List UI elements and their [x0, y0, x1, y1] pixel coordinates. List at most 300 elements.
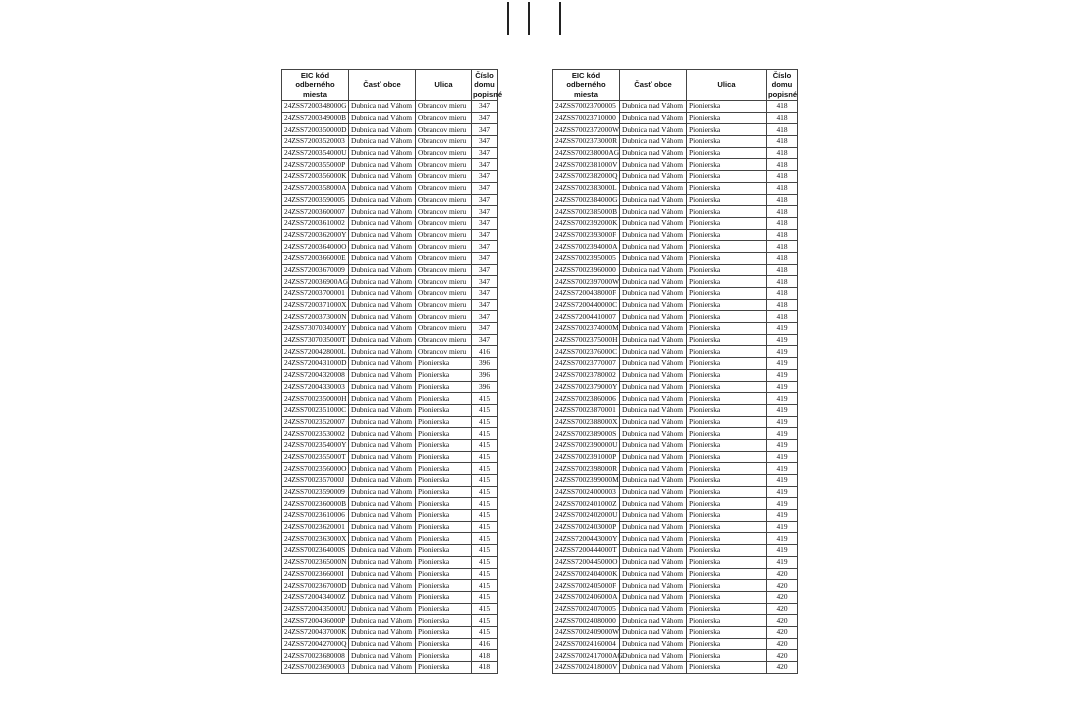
- ulica-cell: Pionierska: [416, 381, 472, 393]
- cast-obce-cell: Dubnica nad Váhom: [620, 428, 687, 440]
- table-row: [553, 662, 798, 674]
- ulica-cell: Pionierska: [687, 299, 767, 311]
- right-table-body: [553, 101, 798, 674]
- table-row: [282, 591, 498, 603]
- cast-obce-cell: Dubnica nad Váhom: [620, 498, 687, 510]
- ulica-cell: Pionierska: [687, 159, 767, 171]
- cast-obce-cell: Dubnica nad Váhom: [620, 650, 687, 662]
- ulica-cell: Pionierska: [687, 124, 767, 136]
- cislo-domu-cell: 418: [767, 311, 798, 323]
- table-row: [553, 498, 798, 510]
- ulica-cell: Pionierska: [687, 580, 767, 592]
- eic-code-cell: 24ZSS7002366000I: [282, 568, 349, 580]
- eic-code-cell: 24ZSS7002394000A: [553, 241, 620, 253]
- header-row: [282, 70, 498, 101]
- table-row: [282, 323, 498, 335]
- ulica-cell: Pionierska: [416, 626, 472, 638]
- cislo-domu-cell: 420: [767, 580, 798, 592]
- table-row: [553, 264, 798, 276]
- table-row: [553, 451, 798, 463]
- cast-obce-cell: Dubnica nad Váhom: [349, 556, 416, 568]
- cast-obce-cell: Dubnica nad Váhom: [349, 334, 416, 346]
- eic-code-cell: 24ZSS70023960000: [553, 264, 620, 276]
- table-row: [282, 638, 498, 650]
- table-row: [553, 171, 798, 183]
- cislo-domu-cell: 419: [767, 358, 798, 370]
- eic-code-cell: 24ZSS7002364000S: [282, 545, 349, 557]
- table-row: [553, 194, 798, 206]
- cast-obce-cell: Dubnica nad Váhom: [349, 101, 416, 113]
- cislo-domu-cell: 418: [767, 101, 798, 113]
- ulica-cell: Pionierska: [687, 475, 767, 487]
- cast-obce-cell: Dubnica nad Váhom: [349, 626, 416, 638]
- cislo-domu-cell: 419: [767, 556, 798, 568]
- cislo-domu-cell: 418: [767, 229, 798, 241]
- table-row: [282, 393, 498, 405]
- cislo-domu-cell: 418: [767, 299, 798, 311]
- cast-obce-cell: Dubnica nad Váhom: [620, 451, 687, 463]
- eic-code-cell: 24ZSS70023860006: [553, 393, 620, 405]
- ulica-cell: Obrancov mieru: [416, 264, 472, 276]
- cislo-domu-cell: 347: [472, 206, 498, 218]
- cast-obce-cell: Dubnica nad Váhom: [349, 486, 416, 498]
- table-row: [282, 650, 498, 662]
- table-row: [282, 334, 498, 346]
- table-row: [553, 416, 798, 428]
- table-row: [553, 276, 798, 288]
- cislo-domu-cell: 347: [472, 288, 498, 300]
- cislo-domu-cell: 419: [767, 463, 798, 475]
- eic-code-cell: 24ZSS7002350000H: [282, 393, 349, 405]
- table-row: [553, 241, 798, 253]
- cislo-domu-cell: 347: [472, 299, 498, 311]
- table-row: [553, 112, 798, 124]
- table-row: [553, 568, 798, 580]
- eic-code-cell: 24ZSS7002390000U: [553, 439, 620, 451]
- ulica-cell: Pionierska: [687, 334, 767, 346]
- table-row: [282, 124, 498, 136]
- ulica-cell: Pionierska: [687, 369, 767, 381]
- ulica-cell: Pionierska: [416, 533, 472, 545]
- ulica-cell: Pionierska: [416, 358, 472, 370]
- cast-obce-cell: Dubnica nad Váhom: [349, 638, 416, 650]
- ulica-cell: Obrancov mieru: [416, 124, 472, 136]
- table-row: [553, 545, 798, 557]
- cast-obce-cell: Dubnica nad Váhom: [349, 416, 416, 428]
- cast-obce-cell: Dubnica nad Váhom: [349, 182, 416, 194]
- table-row: [553, 439, 798, 451]
- eic-code-cell: 24ZSS7200444000T: [553, 545, 620, 557]
- ulica-cell: Pionierska: [687, 626, 767, 638]
- cast-obce-cell: Dubnica nad Váhom: [349, 428, 416, 440]
- ulica-cell: Pionierska: [416, 404, 472, 416]
- ulica-cell: Pionierska: [687, 603, 767, 615]
- cislo-domu-cell: 415: [472, 463, 498, 475]
- table-row: [553, 638, 798, 650]
- cast-obce-cell: Dubnica nad Váhom: [620, 626, 687, 638]
- table-row: [282, 486, 498, 498]
- ulica-cell: Obrancov mieru: [416, 276, 472, 288]
- table-row: [553, 475, 798, 487]
- table-row: [553, 556, 798, 568]
- ulica-cell: Pionierska: [416, 510, 472, 522]
- cast-obce-cell: Dubnica nad Váhom: [349, 171, 416, 183]
- cast-obce-cell: Dubnica nad Váhom: [349, 264, 416, 276]
- cast-obce-cell: Dubnica nad Váhom: [620, 510, 687, 522]
- eic-code-cell: 24ZSS700238000AG: [553, 147, 620, 159]
- cislo-domu-cell: 415: [472, 603, 498, 615]
- eic-code-cell: 24ZSS7002406000A: [553, 591, 620, 603]
- cast-obce-cell: Dubnica nad Váhom: [620, 393, 687, 405]
- cislo-domu-cell: 420: [767, 591, 798, 603]
- ulica-cell: Pionierska: [416, 439, 472, 451]
- cislo-domu-cell: 415: [472, 498, 498, 510]
- cast-obce-cell: Dubnica nad Váhom: [620, 556, 687, 568]
- eic-code-cell: 24ZSS7200434000Z: [282, 591, 349, 603]
- cast-obce-cell: Dubnica nad Váhom: [620, 416, 687, 428]
- eic-code-cell: 24ZSS7002384000G: [553, 194, 620, 206]
- eic-code-cell: 24ZSS72003590005: [282, 194, 349, 206]
- table-row: [553, 533, 798, 545]
- table-row: [282, 556, 498, 568]
- eic-code-cell: 24ZSS70023870001: [553, 404, 620, 416]
- table-row: [282, 346, 498, 358]
- eic-code-cell: 24ZSS70023520007: [282, 416, 349, 428]
- table-row: [553, 229, 798, 241]
- ulica-cell: Pionierska: [687, 264, 767, 276]
- cast-obce-cell: Dubnica nad Váhom: [349, 124, 416, 136]
- cislo-domu-cell: 418: [767, 112, 798, 124]
- eic-code-cell: 24ZSS7002357000J: [282, 475, 349, 487]
- ulica-cell: Pionierska: [687, 381, 767, 393]
- cast-obce-cell: Dubnica nad Váhom: [349, 451, 416, 463]
- table-row: [553, 159, 798, 171]
- eic-code-cell: 24ZSS7200364000O: [282, 241, 349, 253]
- eic-code-cell: 24ZSS7002355000T: [282, 451, 349, 463]
- eic-code-cell: 24ZSS70024000003: [553, 486, 620, 498]
- ulica-cell: Pionierska: [416, 591, 472, 603]
- cislo-domu-cell: 415: [472, 510, 498, 522]
- ulica-cell: Pionierska: [687, 217, 767, 229]
- eic-code-cell: 24ZSS7200445000O: [553, 556, 620, 568]
- ulica-cell: Pionierska: [687, 521, 767, 533]
- cislo-domu-cell: 415: [472, 428, 498, 440]
- eic-code-cell: 24ZSS72004410007: [553, 311, 620, 323]
- table-row: [282, 288, 498, 300]
- cislo-domu-cell: 347: [472, 334, 498, 346]
- eic-code-cell: 24ZSS70023710000: [553, 112, 620, 124]
- eic-code-cell: 24ZSS72004330003: [282, 381, 349, 393]
- table-row: [553, 580, 798, 592]
- cislo-domu-cell: 420: [767, 626, 798, 638]
- cast-obce-cell: Dubnica nad Váhom: [620, 136, 687, 148]
- cast-obce-cell: Dubnica nad Váhom: [620, 194, 687, 206]
- table-row: [282, 112, 498, 124]
- ulica-cell: Obrancov mieru: [416, 252, 472, 264]
- cislo-domu-cell: 347: [472, 112, 498, 124]
- cislo-domu-cell: 415: [472, 486, 498, 498]
- table-row: [282, 229, 498, 241]
- eic-code-cell: 24ZSS70023610006: [282, 510, 349, 522]
- table-row: [553, 358, 798, 370]
- table-row: [282, 299, 498, 311]
- table-row: [553, 323, 798, 335]
- header-eic: EIC kód odberného miesta: [553, 70, 620, 101]
- header-cast-obce: Časť obce: [620, 70, 687, 101]
- ulica-cell: Pionierska: [687, 568, 767, 580]
- eic-code-cell: 24ZSS7002401000Z: [553, 498, 620, 510]
- cislo-domu-cell: 419: [767, 475, 798, 487]
- table-row: [282, 182, 498, 194]
- ulica-cell: Obrancov mieru: [416, 147, 472, 159]
- top-markers: [507, 2, 567, 36]
- cislo-domu-cell: 420: [767, 568, 798, 580]
- table-row: [282, 416, 498, 428]
- eic-code-cell: 24ZSS7002381000V: [553, 159, 620, 171]
- cislo-domu-cell: 415: [472, 580, 498, 592]
- cast-obce-cell: Dubnica nad Váhom: [349, 615, 416, 627]
- cislo-domu-cell: 418: [767, 124, 798, 136]
- cislo-domu-cell: 419: [767, 545, 798, 557]
- ulica-cell: Pionierska: [687, 545, 767, 557]
- table-row: [553, 206, 798, 218]
- table-row: [282, 568, 498, 580]
- cislo-domu-cell: 419: [767, 416, 798, 428]
- cislo-domu-cell: 347: [472, 217, 498, 229]
- table-row: [282, 194, 498, 206]
- table-row: [282, 463, 498, 475]
- eic-code-cell: 24ZSS7200431000D: [282, 358, 349, 370]
- cislo-domu-cell: 419: [767, 369, 798, 381]
- eic-code-cell: 24ZSS7002397000W: [553, 276, 620, 288]
- ulica-cell: Pionierska: [416, 428, 472, 440]
- cast-obce-cell: Dubnica nad Váhom: [349, 568, 416, 580]
- cast-obce-cell: Dubnica nad Váhom: [620, 147, 687, 159]
- ulica-cell: Pionierska: [687, 439, 767, 451]
- eic-code-cell: 24ZSS70023590009: [282, 486, 349, 498]
- cislo-domu-cell: 415: [472, 615, 498, 627]
- cast-obce-cell: Dubnica nad Váhom: [620, 217, 687, 229]
- table-row: [282, 252, 498, 264]
- table-row: [282, 311, 498, 323]
- ulica-cell: Obrancov mieru: [416, 112, 472, 124]
- ulica-cell: Pionierska: [416, 556, 472, 568]
- cislo-domu-cell: 419: [767, 533, 798, 545]
- eic-code-cell: 24ZSS7002398000R: [553, 463, 620, 475]
- eic-code-cell: 24ZSS70024160004: [553, 638, 620, 650]
- table-row: [553, 463, 798, 475]
- cislo-domu-cell: 418: [472, 662, 498, 674]
- cislo-domu-cell: 415: [472, 393, 498, 405]
- eic-code-cell: 24ZSS7200440000C: [553, 299, 620, 311]
- vertical-rule: [507, 2, 509, 35]
- eic-code-cell: 24ZSS7002365000N: [282, 556, 349, 568]
- eic-code-cell: 24ZSS7200437000K: [282, 626, 349, 638]
- ulica-cell: Pionierska: [416, 486, 472, 498]
- cislo-domu-cell: 347: [472, 264, 498, 276]
- table-row: [282, 662, 498, 674]
- cislo-domu-cell: 415: [472, 626, 498, 638]
- cast-obce-cell: Dubnica nad Váhom: [349, 358, 416, 370]
- eic-code-cell: 24ZSS7200348000G: [282, 101, 349, 113]
- table-row: [282, 580, 498, 592]
- table-row: [282, 276, 498, 288]
- eic-code-cell: 24ZSS7200373000N: [282, 311, 349, 323]
- table-row: [553, 311, 798, 323]
- cislo-domu-cell: 347: [472, 171, 498, 183]
- cislo-domu-cell: 416: [472, 346, 498, 358]
- ulica-cell: Obrancov mieru: [416, 299, 472, 311]
- ulica-cell: Obrancov mieru: [416, 171, 472, 183]
- ulica-cell: Pionierska: [687, 615, 767, 627]
- eic-code-cell: 24ZSS7200371000X: [282, 299, 349, 311]
- table-row: [553, 369, 798, 381]
- cast-obce-cell: Dubnica nad Váhom: [349, 650, 416, 662]
- cislo-domu-cell: 347: [472, 182, 498, 194]
- ulica-cell: Pionierska: [687, 346, 767, 358]
- table-row: [282, 381, 498, 393]
- eic-code-cell: 24ZSS7002354000Y: [282, 439, 349, 451]
- eic-code-cell: 24ZSS7002373000R: [553, 136, 620, 148]
- ulica-cell: Pionierska: [416, 521, 472, 533]
- eic-code-cell: 24ZSS7002383000L: [553, 182, 620, 194]
- ulica-cell: Pionierska: [687, 288, 767, 300]
- cast-obce-cell: Dubnica nad Váhom: [349, 662, 416, 674]
- cislo-domu-cell: 419: [767, 451, 798, 463]
- ulica-cell: Pionierska: [687, 416, 767, 428]
- table-row: [553, 147, 798, 159]
- cast-obce-cell: Dubnica nad Váhom: [349, 498, 416, 510]
- cislo-domu-cell: 415: [472, 521, 498, 533]
- cast-obce-cell: Dubnica nad Váhom: [620, 603, 687, 615]
- cast-obce-cell: Dubnica nad Váhom: [620, 533, 687, 545]
- ulica-cell: Pionierska: [687, 510, 767, 522]
- table-row: [282, 475, 498, 487]
- ulica-cell: Pionierska: [687, 194, 767, 206]
- cast-obce-cell: Dubnica nad Váhom: [349, 217, 416, 229]
- cast-obce-cell: Dubnica nad Váhom: [349, 533, 416, 545]
- ulica-cell: Obrancov mieru: [416, 217, 472, 229]
- eic-code-cell: 24ZSS72003670009: [282, 264, 349, 276]
- table-row: [282, 510, 498, 522]
- cislo-domu-cell: 419: [767, 334, 798, 346]
- table-row: [282, 136, 498, 148]
- cislo-domu-cell: 347: [472, 159, 498, 171]
- eic-code-cell: 24ZSS72003600007: [282, 206, 349, 218]
- table-row: [282, 101, 498, 113]
- table-row: [553, 521, 798, 533]
- table-row: [553, 299, 798, 311]
- cast-obce-cell: Dubnica nad Váhom: [349, 136, 416, 148]
- cast-obce-cell: Dubnica nad Váhom: [349, 545, 416, 557]
- cislo-domu-cell: 396: [472, 381, 498, 393]
- eic-code-cell: 24ZSS70024070005: [553, 603, 620, 615]
- ulica-cell: Pionierska: [687, 638, 767, 650]
- cislo-domu-cell: 396: [472, 369, 498, 381]
- right-table: [552, 69, 798, 674]
- cast-obce-cell: Dubnica nad Váhom: [349, 381, 416, 393]
- ulica-cell: Pionierska: [416, 451, 472, 463]
- left-table: [281, 69, 503, 674]
- eic-code-cell: 24ZSS7200358000A: [282, 182, 349, 194]
- eic-code-cell: 24ZSS7002405000F: [553, 580, 620, 592]
- eic-code-cell: 24ZSS7200354000U: [282, 147, 349, 159]
- cislo-domu-cell: 347: [472, 101, 498, 113]
- eic-code-cell: 24ZSS7002372000W: [553, 124, 620, 136]
- eic-code-cell: 24ZSS7002404000K: [553, 568, 620, 580]
- cast-obce-cell: Dubnica nad Váhom: [620, 299, 687, 311]
- eic-code-cell: 24ZSS7002399000M: [553, 475, 620, 487]
- cislo-domu-cell: 420: [767, 638, 798, 650]
- cislo-domu-cell: 419: [767, 521, 798, 533]
- eic-code-cell: 24ZSS7002418000V: [553, 662, 620, 674]
- ulica-cell: Pionierska: [687, 498, 767, 510]
- table-row: [553, 334, 798, 346]
- cast-obce-cell: Dubnica nad Váhom: [620, 101, 687, 113]
- eic-code-cell: 24ZSS7200355000P: [282, 159, 349, 171]
- cast-obce-cell: Dubnica nad Váhom: [349, 241, 416, 253]
- cast-obce-cell: Dubnica nad Váhom: [620, 358, 687, 370]
- cast-obce-cell: Dubnica nad Váhom: [620, 182, 687, 194]
- table-row: [553, 428, 798, 440]
- eic-code-cell: 24ZSS7002392000K: [553, 217, 620, 229]
- ulica-cell: Pionierska: [416, 662, 472, 674]
- table-row: [282, 615, 498, 627]
- cislo-domu-cell: 347: [472, 124, 498, 136]
- table-row: [282, 626, 498, 638]
- cast-obce-cell: Dubnica nad Váhom: [620, 346, 687, 358]
- ulica-cell: Pionierska: [416, 545, 472, 557]
- ulica-cell: Pionierska: [687, 358, 767, 370]
- cast-obce-cell: Dubnica nad Váhom: [349, 393, 416, 405]
- cislo-domu-cell: 419: [767, 346, 798, 358]
- cislo-domu-cell: 415: [472, 451, 498, 463]
- cislo-domu-cell: 415: [472, 416, 498, 428]
- vertical-rule: [559, 2, 561, 35]
- header-cislo-domu: Číslo domu popisné: [768, 70, 798, 99]
- eic-code-cell: 24ZSS7200349000B: [282, 112, 349, 124]
- cislo-domu-cell: 419: [767, 323, 798, 335]
- eic-code-cell: 24ZSS7002374000M: [553, 323, 620, 335]
- cast-obce-cell: Dubnica nad Váhom: [349, 229, 416, 241]
- eic-code-cell: 24ZSS70023700005: [553, 101, 620, 113]
- cast-obce-cell: Dubnica nad Váhom: [620, 638, 687, 650]
- cislo-domu-cell: 419: [767, 393, 798, 405]
- table-row: [553, 101, 798, 113]
- table-row: [553, 615, 798, 627]
- eic-code-cell: 24ZSS7002379000Y: [553, 381, 620, 393]
- cislo-domu-cell: 418: [767, 136, 798, 148]
- cast-obce-cell: Dubnica nad Váhom: [620, 369, 687, 381]
- cislo-domu-cell: 347: [472, 276, 498, 288]
- cast-obce-cell: Dubnica nad Váhom: [349, 159, 416, 171]
- table-row: [282, 533, 498, 545]
- cast-obce-cell: Dubnica nad Váhom: [620, 276, 687, 288]
- ulica-cell: Pionierska: [416, 568, 472, 580]
- cislo-domu-cell: 420: [767, 603, 798, 615]
- table-row: [282, 147, 498, 159]
- ulica-cell: Pionierska: [416, 603, 472, 615]
- ulica-cell: Obrancov mieru: [416, 334, 472, 346]
- cislo-domu-cell: 347: [472, 194, 498, 206]
- table-row: [553, 381, 798, 393]
- cislo-domu-cell: 418: [767, 182, 798, 194]
- eic-code-cell: 24ZSS7307034000Y: [282, 323, 349, 335]
- cast-obce-cell: Dubnica nad Váhom: [349, 591, 416, 603]
- table-row: [553, 603, 798, 615]
- ulica-cell: Obrancov mieru: [416, 182, 472, 194]
- ulica-cell: Pionierska: [687, 556, 767, 568]
